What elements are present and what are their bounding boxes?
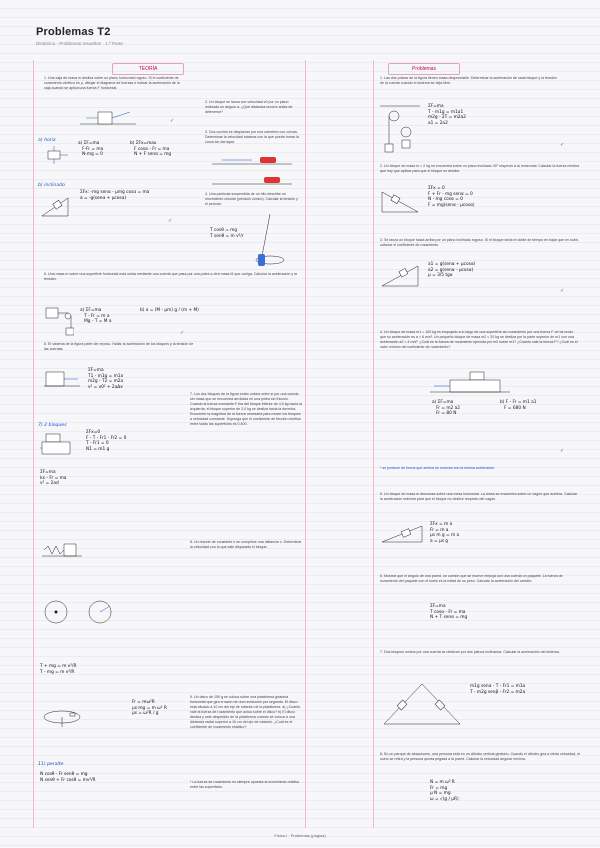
problem-2-statement: 2. Un bloque se lanza con velocidad v0 por un plano inclinado un ángulo α. ¿Qué distancia recorre antes de detenerse? [205,100,293,114]
right-solution-7: m1g senα - T - Fr1 = m1a T - m2g senβ - Fr2 = m2a [470,684,526,695]
right-solution-5: ΣFx = m a Fr = m a μs m g = m a a = μs g [430,522,460,544]
right-solution-8: N = m ω² R Fr = mg μ N = mg ω = √(g / μR) [430,780,459,802]
right-note-4: * se produce de forma que ambos se muevan con la misma aceleración [380,466,495,470]
circular-motion-figure [42,598,122,626]
incline-figure-r3 [380,258,420,288]
right-solution-3: a1 = g(senα + μcosα) a2 = g(senα - μcosα) μ = 3/5 tgα [428,262,476,279]
problem-4-statement: 4. Una partícula suspendida de un hilo describe un movimiento circular (péndulo cónico). Calcular la tensión y el periodo. [205,192,298,206]
check-mark: ✓ [560,448,565,454]
left-column-header: TEORÍA [112,63,184,75]
incline-figure-2 [40,192,70,218]
solution-4: T cosθ = mg T senθ = m v²/r [210,228,244,239]
document-header [36,26,123,46]
solution-label-2: b) inclinado [38,183,65,188]
check-mark: ✓ [180,330,185,336]
right-problem-1-statement: 1. Las dos poleas de la figura tienen masa despreciable. Determinar la aceleración de cada bloque y la tensión de la cuerda cuando el sistema se deja libre. [380,76,557,85]
right-solution-4b: b) F - Fr = m1 a1 F = 680 N [500,400,537,411]
solution-2: ΣFx: -mg senα - μmg cosα = ma a = -g(senα + μcosα) [80,190,150,201]
left-margin-line [33,60,34,828]
page-footer: Física I · Problemas (página) [274,833,326,838]
problem-3-statement: 3. Dos coches se desplazan por una carretera con curvas. Determinar la velocidad máxima con la que puede tomar la curva sin derrapar. [205,130,299,144]
solution-7b: ΣF=ma kx - Fr = ma v² = 2ad [40,470,67,487]
solution-label-1: a) horiz. [38,138,57,143]
check-mark: ✓ [168,218,173,224]
center-margin-line [305,60,306,828]
problem-5-statement: 5. Una masa m sobre una superficie horizontal está unida mediante una cuerda que pasa por una polea a otra masa M que cuelga. Calcular la aceleración y la tensión. [44,272,297,281]
right-problem-2-statement: 2. Un bloque de masa m = 2 kg se encuentra sobre un plano inclinado 30° respecto a la horizontal. Calcular la fuerza mínima que hay que aplicar para que el bloque no deslice. [380,164,580,173]
solution-5b: b) a = (M - μm) g / (m + M) [140,308,199,313]
solution-label-7: 7) 2 bloques [38,423,67,428]
solution-7: ΣFx=0 F - T - Fr1 - Fr2 = 0 T - Fr1 = 0 N1 = m1 g [86,430,127,452]
solution-11: N cosθ - Fr senθ = mg N senθ + Fr cosθ = mv²/R [40,772,96,783]
right-problem-3-statement: 3. Se lanza un bloque hacia arriba por un plano inclinado rugoso. Si el bloque tarda el doble de tiempo en bajar que en subir, calcular el coeficiente de rozamiento. [380,238,579,247]
right-problem-4-statement: 4. Un bloque de masa m1 = 100 kg es empujado a lo largo de una superficie sin rozamiento por una fuerza F de tal modo que su aceleración es a = 6 m/s². Un pequeño bloque de masa m2 = 20 kg se desliza por la parte superior de m1 con una aceleración a2 = 4 m/s². ¿Cuál es la fuerza de rozamiento ejercida por m2 sobre m1? ¿Cuánto vale la fuerza F? ¿Cuál es el valor mínimo del coeficiente de rozamiento? [380,330,578,349]
solution-10: T + mg = m v²/R T - mg = m v²/R [40,664,77,675]
incline-figure-r2 [380,186,420,214]
blocks-figure-6 [44,368,80,398]
free-body-diagram-1 [40,146,70,164]
problem-1-figure [78,104,138,128]
conical-pendulum-figure [250,212,290,272]
solution-9: Fr = mω²R μs·mg = m ω² R μs = ω²R / g [132,700,167,717]
right-margin-line [373,60,374,828]
problem-1-statement: 1. Una caja de masa m desliza sobre un plano horizontal rugoso. Si el coeficiente de rozamiento cinético es μ, dibujar el diagrama de fuerzas e indicar la aceleración de la caja cuando se aplica una fuerza F horizontal. [44,76,180,90]
double-pulley-figure [380,104,420,154]
right-solution-2: ΣFx = 0 F + Fr - mg senα = 0 N - mg cosα = 0 F = mg(senα - μcosα) [428,186,475,208]
check-mark: ✓ [560,142,565,148]
cars-figure [212,150,292,188]
solution-label-11: 11) peralte [38,762,64,767]
right-solution-4a: a) ΣF=ma Fr = m2 a2 Fr = 80 N [432,400,461,417]
disk-platform-figure [42,705,82,727]
two-blocks-figure-7 [40,432,80,458]
right-solution-1: ΣF=ma T - m1g = m1a1 m2g - 2T = m2a2 a1 = 2a2 [428,104,466,126]
right-problem-7-statement: 7. Dos bloques unidos por una cuerda se deslizan por dos planos inclinados. Calcular la aceleración del sistema. [380,650,560,654]
solution-5a: a) ΣF=ma T - Fr = m a Mg - T = M a [80,308,112,325]
right-problem-5-statement: 5. Un bloque de masa m descansa sobre una mesa horizontal. La mesa se encuentra sobre un vagón que acelera. Calcular la aceleración máxima para que el bloque no deslice respecto del vagón. [380,492,578,501]
stacked-blocks-figure [430,368,510,396]
right-solution-6: ΣF=ma T cosα - Fr = ma N + T senα = mg [430,604,468,621]
page-title: Problemas T2 [36,26,111,38]
pulley-figure-5 [44,306,74,336]
problem-8-statement: 8. Un resorte de constante k se comprime una distancia x. Determinar la velocidad con la que sale disparado el bloque. [190,540,302,549]
problem-7-statement: 7. Los dos bloques de la figura están unidos entre sí por una cuerda sin masa que se encuentra arrollada en una polea sin fricción. Cuando la fuerza constante F tira del bloque inferior de 4,0 kg hacia la izquierda, el bloque superior de 2,0 kg se desliza hacia la derecha. Encuentre la magnitud de la fuerza necesaria para mover los bloques a velocidad constante. Suponga que el coeficiente de fricción cinética entre todas las superficies es 0,400. [190,392,302,426]
right-column-header: Problemas [388,63,460,75]
note-friction: * La fuerza de rozamiento es siempre opuesta al movimiento relativo entre las superficies. [190,780,300,789]
solution-1a: a) ΣF=ma F-Fr = ma N-mg = 0 [78,141,104,158]
solution-1b: b) ΣFx=max F cosα - Fr = ma N + F senα = mg [130,141,172,158]
wagon-figure [380,520,424,544]
check-mark: ✓ [170,118,175,124]
page-subtitle: Dinámica · Problemas resueltos · 1.ª Parte [36,41,123,46]
double-incline-figure [382,676,462,726]
problem-6-statement: 6. El sistema de la figura parte del reposo. Hallar la aceleración de los bloques y la tensión de las cuerdas. [44,342,194,351]
right-problem-6-statement: 6. Mostrar que el ángulo de una pared, un camión que se mueve empuja con una cuerda un paquete. La fuerza de rozamiento del paquete con el suelo es la mitad de su peso. Calcular la aceleración del camión. [380,574,563,583]
spring-figure-8 [42,536,82,562]
problem-9-statement: 9. Un disco de 150 g se coloca sobre una plataforma giratoria horizontal que gira a razón de una revolución por segundo. El disco está situado a 10 cm del eje de rotación de la plataforma. a) ¿Cuánto vale la fuerza de rozamiento que actúa sobre el disco? b) El disco desliza y sale despedido de la plataforma cuando se coloca a una distancia radial superior a 16 cm del eje de rotación. ¿Cuál es el coeficiente de rozamiento estático? [190,695,301,729]
right-problem-8-statement: 8. En un parque de atracciones, una persona está en un cilindro vertical giratorio. Cuando el cilindro gira a cierta velocidad, el suelo se retira y la persona queda pegada a la pared. Calcular la velocidad angular mínima. [380,752,580,761]
solution-6: ΣF=ma T1 - m1g = m1a m2g - T2 = m2a v² = v0² + 2aΔx [88,368,124,390]
check-mark: ✓ [560,288,565,294]
